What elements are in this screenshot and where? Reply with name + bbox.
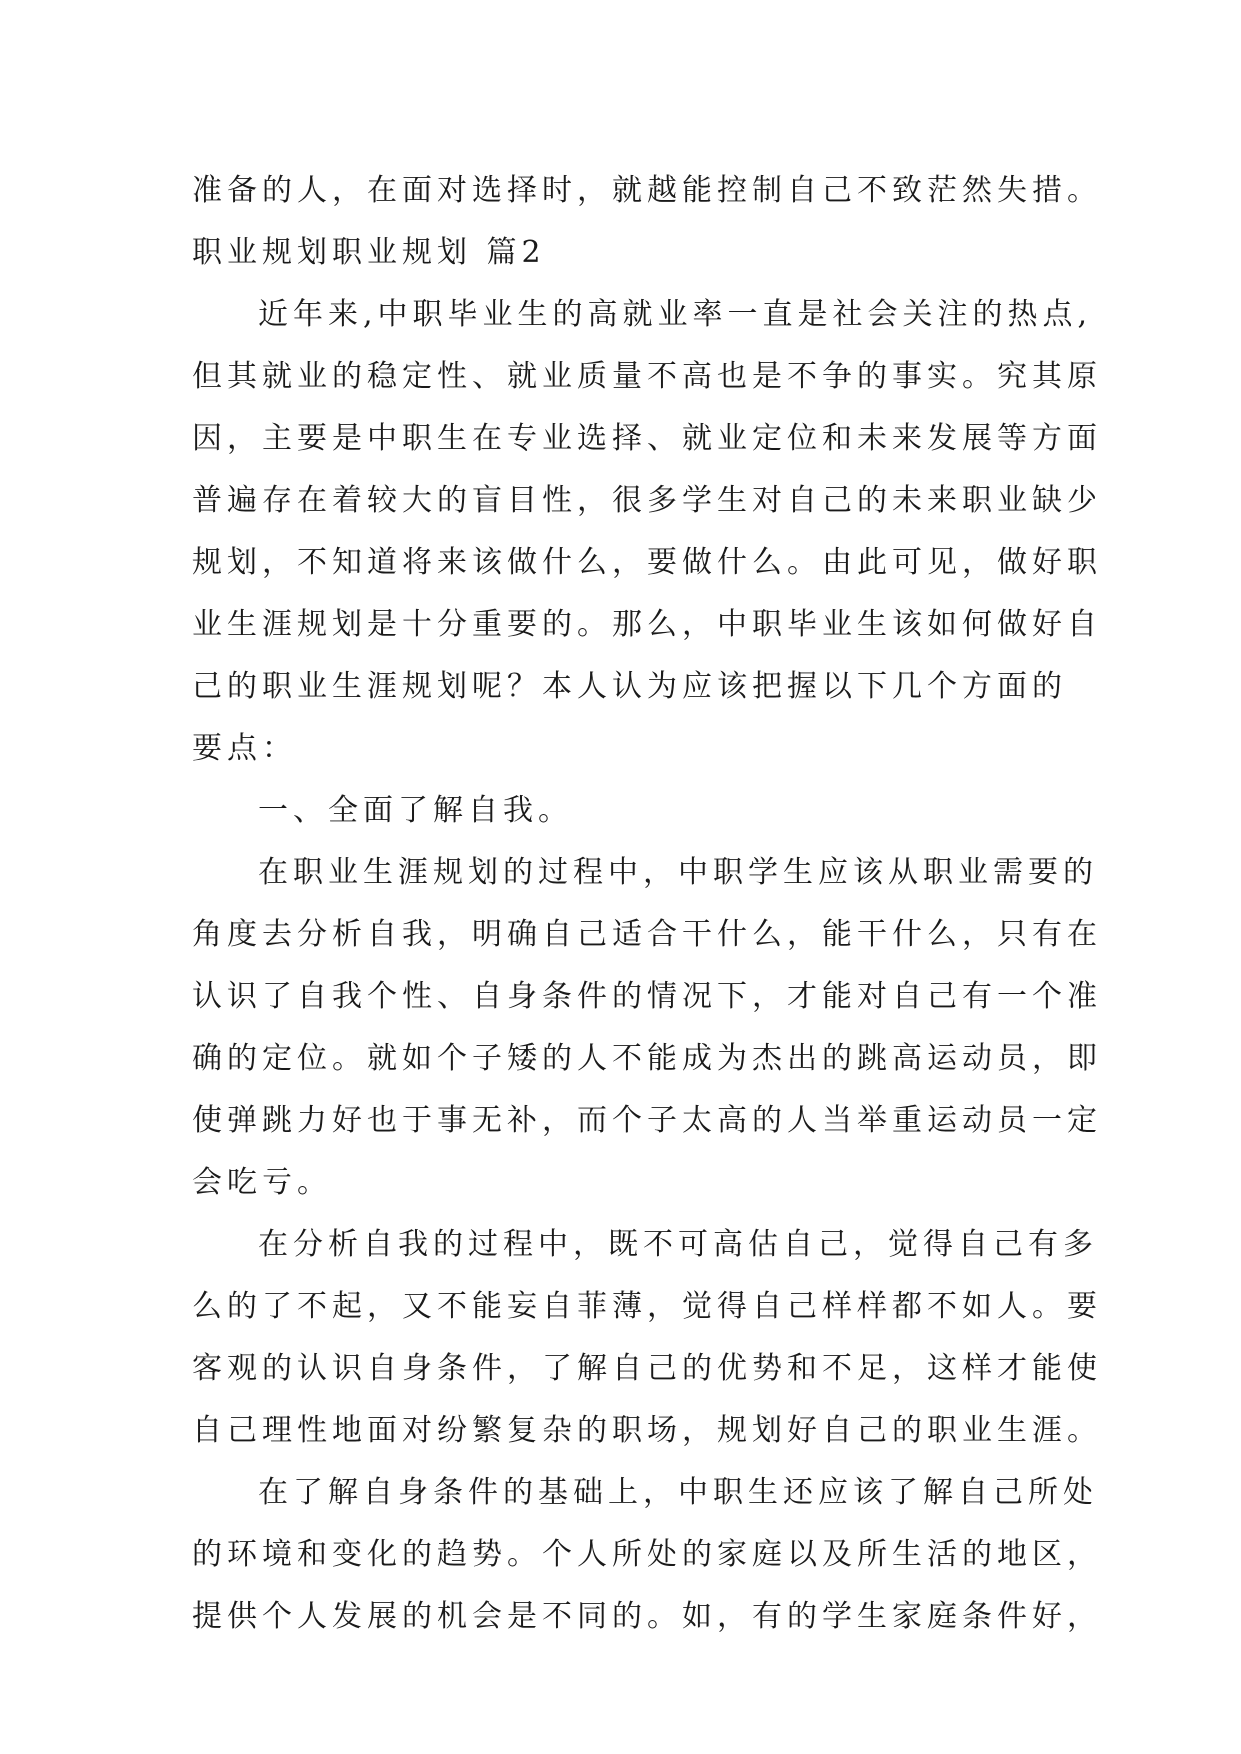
text-line: 在分析自我的过程中，既不可高估自己，觉得自己有多 bbox=[258, 1227, 1098, 1262]
text-line: 会吃亏。 bbox=[192, 1165, 332, 1200]
text-line: 使弹跳力好也于事无补，而个子太高的人当举重运动员一定 bbox=[192, 1103, 1102, 1138]
document-body bbox=[192, 160, 1102, 1648]
text-line: 己的职业生涯规划呢？本人认为应该把握以下几个方面的 bbox=[192, 669, 1067, 704]
text-line: 自己理性地面对纷繁复杂的职场，规划好自己的职业生涯。 bbox=[192, 1413, 1102, 1448]
text-line: 确的定位。就如个子矮的人不能成为杰出的跳高运动员，即 bbox=[192, 1041, 1102, 1076]
text-line: 角度去分析自我，明确自己适合干什么，能干什么，只有在 bbox=[192, 917, 1102, 952]
text-line: 因，主要是中职生在专业选择、就业定位和未来发展等方面 bbox=[192, 421, 1102, 456]
subheading: 一、全面了解自我。 bbox=[258, 793, 573, 828]
text-line: 准备的人，在面对选择时，就越能控制自己不致茫然失措。 bbox=[192, 173, 1102, 208]
text-line: 在了解自身条件的基础上，中职生还应该了解自己所处 bbox=[258, 1475, 1098, 1510]
text-line: 提供个人发展的机会是不同的。如，有的学生家庭条件好， bbox=[192, 1599, 1102, 1634]
text-line: 规划，不知道将来该做什么，要做什么。由此可见，做好职 bbox=[192, 545, 1102, 580]
section-heading: 职业规划职业规划 篇2 bbox=[192, 235, 546, 270]
text-line: 要点： bbox=[192, 731, 297, 766]
text-line: 普遍存在着较大的盲目性，很多学生对自己的未来职业缺少 bbox=[192, 483, 1102, 518]
text-line: 近年来,中职毕业生的高就业率一直是社会关注的热点, bbox=[258, 297, 1093, 332]
text-line: 的环境和变化的趋势。个人所处的家庭以及所生活的地区， bbox=[192, 1537, 1102, 1572]
text-line: 认识了自我个性、自身条件的情况下，才能对自己有一个准 bbox=[192, 979, 1102, 1014]
text-line: 但其就业的稳定性、就业质量不高也是不争的事实。究其原 bbox=[192, 359, 1102, 394]
text-line: 客观的认识自身条件，了解自己的优势和不足，这样才能使 bbox=[192, 1351, 1102, 1386]
text-line: 业生涯规划是十分重要的。那么，中职毕业生该如何做好自 bbox=[192, 607, 1102, 642]
text-line: 么的了不起，又不能妄自菲薄，觉得自己样样都不如人。要 bbox=[192, 1289, 1102, 1324]
text-line: 在职业生涯规划的过程中，中职学生应该从职业需要的 bbox=[258, 855, 1098, 890]
